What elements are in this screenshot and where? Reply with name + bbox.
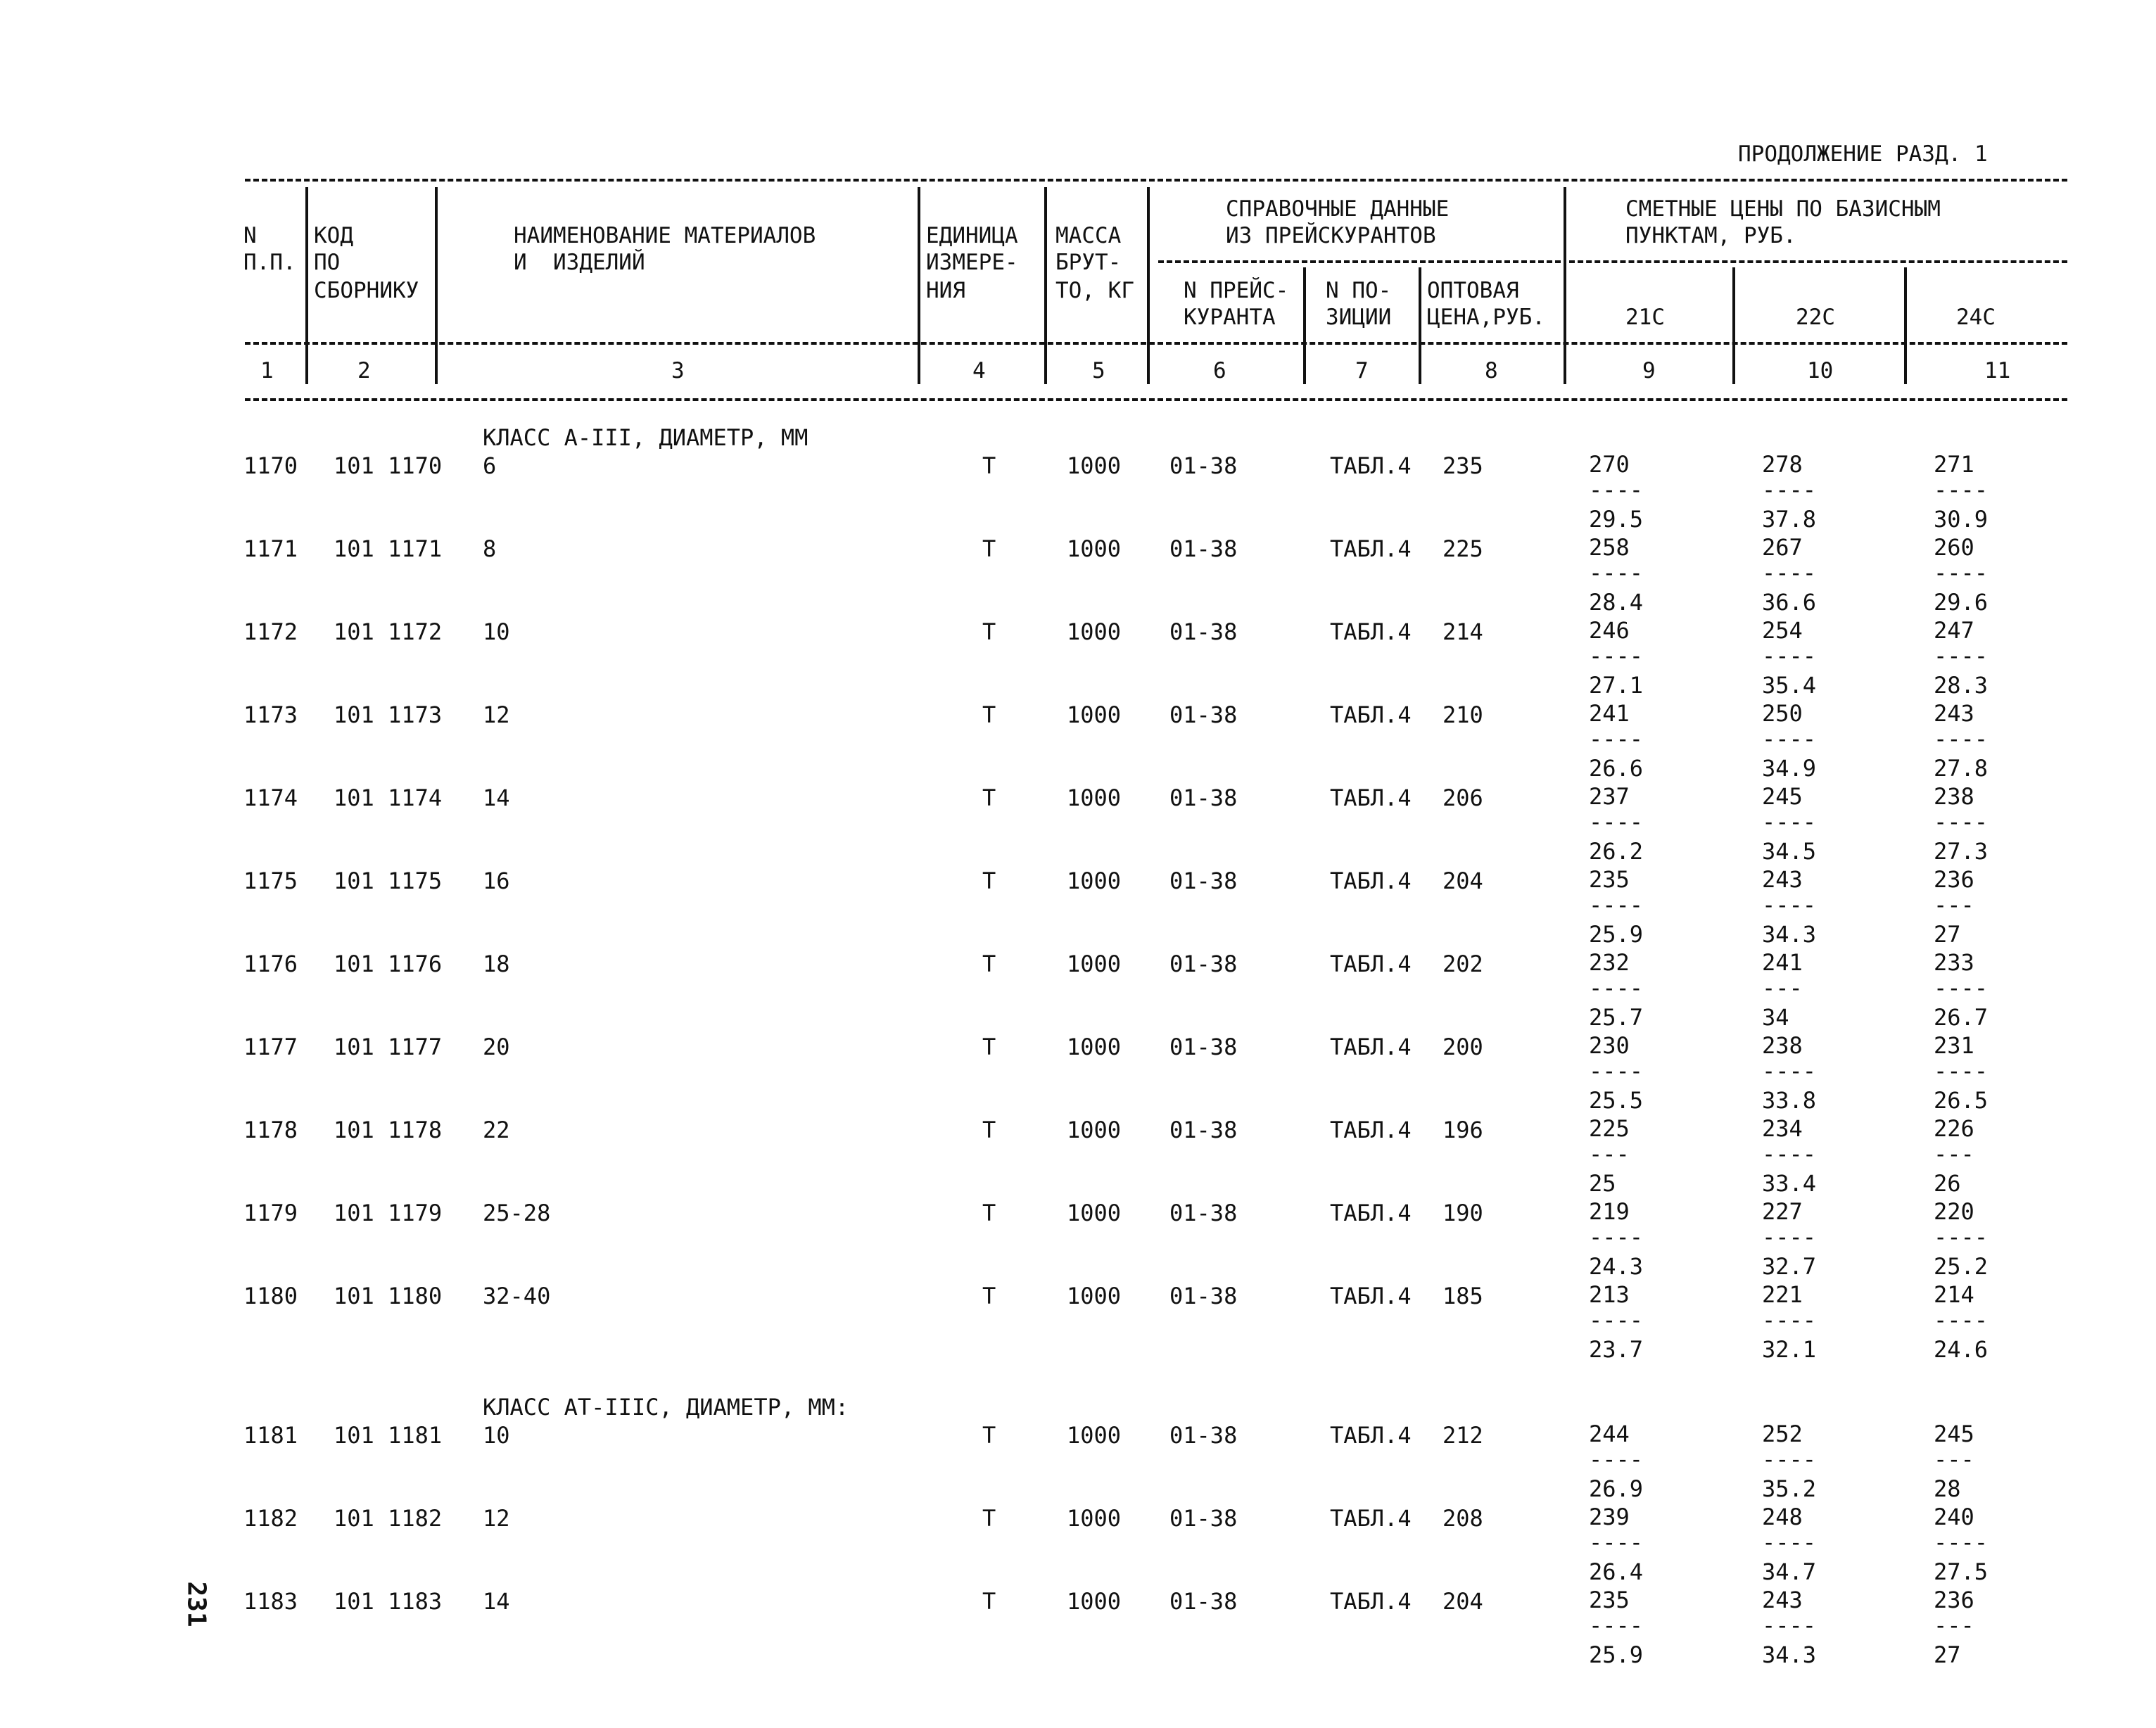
price-p24-divider: ---- [1934,1224,1989,1250]
price-p21-divider: ---- [1589,1529,1644,1556]
price-p21-value: 225 [1589,1115,1630,1142]
row-name: 32-40 [483,1283,551,1309]
header-code: ПО [314,250,341,275]
header-price-21c: 21С [1625,305,1665,330]
price-p21-divider: ---- [1589,1224,1644,1250]
row-code: 101 1177 [334,1034,443,1060]
row-number: 1173 [243,701,298,728]
row-number: 1174 [243,784,298,811]
column-number: 5 [1092,358,1105,383]
price-p21-divider: ---- [1589,1446,1644,1473]
row-unit: Т [982,784,996,811]
row-code: 101 1174 [334,784,443,811]
price-p22-value: 221 [1762,1281,1803,1308]
row-wholesale-price: 204 [1442,868,1483,894]
price-p21-value: 235 [1589,866,1630,893]
price-p22-transport: 34.9 [1762,755,1817,782]
price-p21-divider: ---- [1589,808,1644,835]
price-p24-transport: 29.6 [1934,589,1989,616]
price-p22-transport: 34.3 [1762,1641,1817,1668]
row-wholesale-price: 212 [1442,1422,1483,1449]
header-unit: ЕДИНИЦА [926,223,1018,248]
row-number: 1178 [243,1117,298,1143]
row-position: ТАБЛ.4 [1330,868,1412,894]
column-number: 3 [671,358,685,383]
row-wholesale-price: 208 [1442,1505,1483,1532]
price-p22-divider: ---- [1762,1307,1817,1333]
row-wholesale-price: 196 [1442,1117,1483,1143]
price-p21-transport: 23.7 [1589,1336,1644,1363]
price-p22-divider: ---- [1762,1612,1817,1639]
row-unit: Т [982,951,996,977]
column-number: 1 [260,358,274,383]
row-position: ТАБЛ.4 [1330,1034,1412,1060]
price-p21-value: 239 [1589,1504,1630,1530]
price-p24-transport: 28.3 [1934,672,1989,699]
col-separator [305,187,308,384]
price-p24-divider: ---- [1934,642,1989,669]
row-mass: 1000 [1067,868,1122,894]
price-p24-value: 247 [1934,617,1974,644]
price-p21-value: 237 [1589,783,1630,810]
row-name: 8 [483,535,497,562]
row-mass: 1000 [1067,784,1122,811]
price-p21-divider: ---- [1589,1612,1644,1639]
header-group-reference: ИЗ ПРЕЙСКУРАНТОВ [1226,223,1436,248]
price-p22-value: 250 [1762,700,1803,727]
row-wholesale-price: 204 [1442,1588,1483,1615]
row-code: 101 1178 [334,1117,443,1143]
row-number: 1177 [243,1034,298,1060]
row-pricelist: 01-38 [1169,868,1238,894]
row-code: 101 1176 [334,951,443,977]
row-pricelist: 01-38 [1169,784,1238,811]
price-p21-transport: 25.9 [1589,1641,1644,1668]
row-pricelist: 01-38 [1169,1422,1238,1449]
price-p21-transport: 27.1 [1589,672,1644,699]
header-mass: ТО, КГ [1055,278,1134,303]
price-p24-transport: 26.5 [1934,1087,1989,1114]
price-p24-divider: --- [1934,1612,1974,1639]
row-number: 1176 [243,951,298,977]
price-p21-divider: ---- [1589,559,1644,586]
row-pricelist: 01-38 [1169,701,1238,728]
header-n: N [243,223,257,248]
price-p21-divider: ---- [1589,725,1644,752]
price-p24-divider: ---- [1934,974,1989,1001]
price-p24-divider: ---- [1934,725,1989,752]
row-mass: 1000 [1067,1588,1122,1615]
row-name: 18 [483,951,510,977]
row-name: 12 [483,701,510,728]
price-p21-value: 219 [1589,1198,1630,1225]
price-p24-value: 220 [1934,1198,1974,1225]
row-number: 1180 [243,1283,298,1309]
row-unit: Т [982,1283,996,1309]
row-name: 16 [483,868,510,894]
header-pricelist: N ПРЕЙС- [1184,278,1289,303]
price-p24-value: 260 [1934,534,1974,561]
col-separator [1564,187,1566,384]
row-number: 1171 [243,535,298,562]
header-n: П.П. [243,250,296,275]
price-p24-transport: 27.8 [1934,755,1989,782]
price-p22-divider: ---- [1762,1057,1817,1084]
price-p22-value: 243 [1762,1587,1803,1613]
price-p21-value: 270 [1589,451,1630,478]
price-p21-divider: ---- [1589,1307,1644,1333]
row-mass: 1000 [1067,951,1122,977]
col-separator [1303,267,1306,384]
row-unit: Т [982,1588,996,1615]
price-p22-value: 254 [1762,617,1803,644]
row-number: 1172 [243,618,298,645]
row-number: 1181 [243,1422,298,1449]
row-position: ТАБЛ.4 [1330,618,1412,645]
header-wholesale-price: ОПТОВАЯ [1427,278,1519,303]
row-unit: Т [982,452,996,479]
row-wholesale-price: 206 [1442,784,1483,811]
row-mass: 1000 [1067,1422,1122,1449]
row-pricelist: 01-38 [1169,1283,1238,1309]
row-mass: 1000 [1067,618,1122,645]
row-unit: Т [982,535,996,562]
price-p24-transport: 28 [1934,1475,1961,1502]
row-number: 1175 [243,868,298,894]
header-position: N ПО- [1326,278,1392,303]
header-code: СБОРНИКУ [314,278,419,303]
price-p24-transport: 24.6 [1934,1336,1989,1363]
header-bottom-rule [245,342,2067,345]
price-p22-transport: 35.4 [1762,672,1817,699]
header-unit: НИЯ [926,278,965,303]
row-code: 101 1175 [334,868,443,894]
price-p22-transport: 36.6 [1762,589,1817,616]
price-p22-transport: 34.7 [1762,1558,1817,1585]
price-p21-divider: ---- [1589,642,1644,669]
row-wholesale-price: 225 [1442,535,1483,562]
row-name: 10 [483,1422,510,1449]
header-price-22c: 22С [1796,305,1835,330]
price-p22-divider: ---- [1762,891,1817,918]
row-mass: 1000 [1067,1200,1122,1226]
price-p22-value: 245 [1762,783,1803,810]
price-p22-value: 234 [1762,1115,1803,1142]
price-p24-divider: ---- [1934,476,1989,503]
row-unit: Т [982,1034,996,1060]
row-number: 1183 [243,1588,298,1615]
price-p24-value: 238 [1934,783,1974,810]
price-p21-transport: 26.2 [1589,838,1644,865]
column-number: 10 [1807,358,1834,383]
price-p22-divider: ---- [1762,559,1817,586]
price-p22-divider: ---- [1762,1529,1817,1556]
price-p24-divider: ---- [1934,1529,1989,1556]
price-p21-transport: 25.7 [1589,1004,1644,1031]
header-unit: ИЗМЕРЕ- [926,250,1018,275]
col-separator [435,187,438,384]
price-p21-value: 244 [1589,1421,1630,1447]
header-name: И ИЗДЕЛИЙ [514,250,645,275]
column-number: 4 [972,358,986,383]
row-unit: Т [982,618,996,645]
row-name: 20 [483,1034,510,1060]
price-p24-value: 271 [1934,451,1974,478]
price-p24-divider: ---- [1934,1057,1989,1084]
col-separator [1419,267,1421,384]
row-name: 22 [483,1117,510,1143]
header-group-prices: СМЕТНЫЕ ЦЕНЫ ПО БАЗИСНЫМ [1625,196,1941,222]
price-p22-divider: ---- [1762,476,1817,503]
row-name: 14 [483,1588,510,1615]
group-sub-rule-ref [1158,260,1561,263]
col-separator [1904,267,1907,384]
row-unit: Т [982,868,996,894]
price-p24-value: 214 [1934,1281,1974,1308]
row-wholesale-price: 235 [1442,452,1483,479]
row-number: 1170 [243,452,298,479]
header-code: КОД [314,223,353,248]
price-p22-value: 267 [1762,534,1803,561]
header-wholesale-price: ЦЕНА,РУБ. [1427,305,1545,330]
header-name: НАИМЕНОВАНИЕ МАТЕРИАЛОВ [514,223,816,248]
header-position: ЗИЦИИ [1326,305,1392,330]
row-name: 14 [483,784,510,811]
page-header: ПРОДОЛЖЕНИЕ РАЗД. 1 [1738,141,1988,167]
row-pricelist: 01-38 [1169,1505,1238,1532]
row-number: 1182 [243,1505,298,1532]
price-p21-transport: 25.9 [1589,921,1644,948]
row-mass: 1000 [1067,1505,1122,1532]
price-p21-transport: 26.9 [1589,1475,1644,1502]
price-p24-divider: --- [1934,1446,1974,1473]
row-position: ТАБЛ.4 [1330,1422,1412,1449]
price-p21-divider: ---- [1589,891,1644,918]
price-p21-transport: 26.4 [1589,1558,1644,1585]
row-unit: Т [982,701,996,728]
section-title: КЛАСС АТ-IIIС, ДИАМЕТР, ММ: [483,1394,849,1421]
price-p24-divider: ---- [1934,1307,1989,1333]
price-p24-value: 233 [1934,949,1974,976]
col-separator [1732,267,1735,384]
row-pricelist: 01-38 [1169,618,1238,645]
price-p21-value: 230 [1589,1032,1630,1059]
row-position: ТАБЛ.4 [1330,951,1412,977]
row-code: 101 1179 [334,1200,443,1226]
col-separator [1044,187,1047,384]
row-mass: 1000 [1067,1034,1122,1060]
price-p24-value: 226 [1934,1115,1974,1142]
row-code: 101 1172 [334,618,443,645]
row-pricelist: 01-38 [1169,452,1238,479]
price-p21-value: 235 [1589,1587,1630,1613]
price-p21-transport: 25 [1589,1170,1616,1197]
price-p22-divider: ---- [1762,1224,1817,1250]
price-p21-divider: --- [1589,1141,1630,1167]
price-p22-transport: 34.3 [1762,921,1817,948]
price-p22-value: 227 [1762,1198,1803,1225]
col-separator [918,187,920,384]
price-p21-value: 241 [1589,700,1630,727]
page-number: 231 [182,1581,211,1627]
price-p22-divider: ---- [1762,808,1817,835]
row-name: 10 [483,618,510,645]
row-unit: Т [982,1505,996,1532]
price-p22-value: 238 [1762,1032,1803,1059]
price-p21-value: 232 [1589,949,1630,976]
price-p24-value: 236 [1934,1587,1974,1613]
price-p24-value: 231 [1934,1032,1974,1059]
price-p22-transport: 32.1 [1762,1336,1817,1363]
header-group-reference: СПРАВОЧНЫЕ ДАННЫЕ [1226,196,1450,222]
row-code: 101 1170 [334,452,443,479]
price-p24-transport: 26 [1934,1170,1961,1197]
price-p22-value: 248 [1762,1504,1803,1530]
price-p22-transport: 34.5 [1762,838,1817,865]
row-position: ТАБЛ.4 [1330,1505,1412,1532]
price-p21-value: 246 [1589,617,1630,644]
header-price-24c: 24С [1956,305,1996,330]
row-pricelist: 01-38 [1169,1200,1238,1226]
price-p24-transport: 26.7 [1934,1004,1989,1031]
price-p21-transport: 29.5 [1589,506,1644,533]
row-position: ТАБЛ.4 [1330,701,1412,728]
row-mass: 1000 [1067,452,1122,479]
column-number: 9 [1642,358,1656,383]
price-p21-value: 213 [1589,1281,1630,1308]
row-wholesale-price: 202 [1442,951,1483,977]
row-unit: Т [982,1117,996,1143]
price-p21-divider: ---- [1589,1057,1644,1084]
row-position: ТАБЛ.4 [1330,1200,1412,1226]
price-p24-transport: 27 [1934,921,1961,948]
price-p21-transport: 28.4 [1589,589,1644,616]
price-p24-transport: 27.3 [1934,838,1989,865]
row-pricelist: 01-38 [1169,535,1238,562]
header-pricelist: КУРАНТА [1184,305,1276,330]
row-code: 101 1173 [334,701,443,728]
row-wholesale-price: 185 [1442,1283,1483,1309]
price-p24-transport: 25.2 [1934,1253,1989,1280]
price-p24-divider: ---- [1934,559,1989,586]
row-position: ТАБЛ.4 [1330,535,1412,562]
price-p24-value: 243 [1934,700,1974,727]
price-p22-value: 278 [1762,451,1803,478]
row-wholesale-price: 190 [1442,1200,1483,1226]
price-p22-divider: ---- [1762,642,1817,669]
price-p22-divider: ---- [1762,1141,1817,1167]
column-numbers-rule [245,398,2067,401]
row-wholesale-price: 214 [1442,618,1483,645]
price-p22-transport: 33.4 [1762,1170,1817,1197]
section-title: КЛАСС А-III, ДИАМЕТР, ММ [483,424,808,451]
header-mass: МАССА [1055,223,1122,248]
row-position: ТАБЛ.4 [1330,452,1412,479]
row-pricelist: 01-38 [1169,1588,1238,1615]
row-mass: 1000 [1067,1283,1122,1309]
row-number: 1179 [243,1200,298,1226]
row-code: 101 1180 [334,1283,443,1309]
column-number: 6 [1213,358,1226,383]
row-code: 101 1183 [334,1588,443,1615]
price-p21-transport: 25.5 [1589,1087,1644,1114]
price-p22-divider: --- [1762,974,1803,1001]
price-p22-transport: 33.8 [1762,1087,1817,1114]
price-p22-transport: 35.2 [1762,1475,1817,1502]
column-number: 8 [1485,358,1498,383]
group-sub-rule-prices [1569,260,2067,263]
row-name: 12 [483,1505,510,1532]
row-wholesale-price: 210 [1442,701,1483,728]
price-p24-transport: 27 [1934,1641,1961,1668]
price-p21-transport: 24.3 [1589,1253,1644,1280]
column-number: 11 [1984,358,2011,383]
price-p22-value: 241 [1762,949,1803,976]
header-group-prices: ПУНКТАМ, РУБ. [1625,223,1796,248]
price-p24-divider: ---- [1934,808,1989,835]
price-p24-value: 236 [1934,866,1974,893]
row-position: ТАБЛ.4 [1330,1117,1412,1143]
row-code: 101 1171 [334,535,443,562]
price-p24-divider: --- [1934,891,1974,918]
row-position: ТАБЛ.4 [1330,1588,1412,1615]
price-p22-value: 252 [1762,1421,1803,1447]
price-p24-value: 240 [1934,1504,1974,1530]
row-pricelist: 01-38 [1169,1117,1238,1143]
row-code: 101 1182 [334,1505,443,1532]
row-name: 6 [483,452,497,479]
row-position: ТАБЛ.4 [1330,784,1412,811]
header-mass: БРУТ- [1055,250,1122,275]
price-p22-transport: 37.8 [1762,506,1817,533]
price-p24-value: 245 [1934,1421,1974,1447]
price-p21-divider: ---- [1589,476,1644,503]
row-code: 101 1181 [334,1422,443,1449]
price-p24-divider: --- [1934,1141,1974,1167]
row-pricelist: 01-38 [1169,1034,1238,1060]
row-wholesale-price: 200 [1442,1034,1483,1060]
col-separator [1147,187,1150,384]
price-p21-value: 258 [1589,534,1630,561]
row-mass: 1000 [1067,1117,1122,1143]
row-position: ТАБЛ.4 [1330,1283,1412,1309]
row-unit: Т [982,1422,996,1449]
column-number: 2 [357,358,371,383]
price-p22-value: 243 [1762,866,1803,893]
price-p24-transport: 27.5 [1934,1558,1989,1585]
column-number: 7 [1355,358,1369,383]
price-p21-divider: ---- [1589,974,1644,1001]
row-name: 25-28 [483,1200,551,1226]
price-p22-transport: 32.7 [1762,1253,1817,1280]
row-mass: 1000 [1067,701,1122,728]
price-p21-transport: 26.6 [1589,755,1644,782]
price-p22-transport: 34 [1762,1004,1789,1031]
price-p24-transport: 30.9 [1934,506,1989,533]
table-top-rule [245,179,2067,182]
row-unit: Т [982,1200,996,1226]
price-p22-divider: ---- [1762,725,1817,752]
price-p22-divider: ---- [1762,1446,1817,1473]
row-mass: 1000 [1067,535,1122,562]
row-pricelist: 01-38 [1169,951,1238,977]
